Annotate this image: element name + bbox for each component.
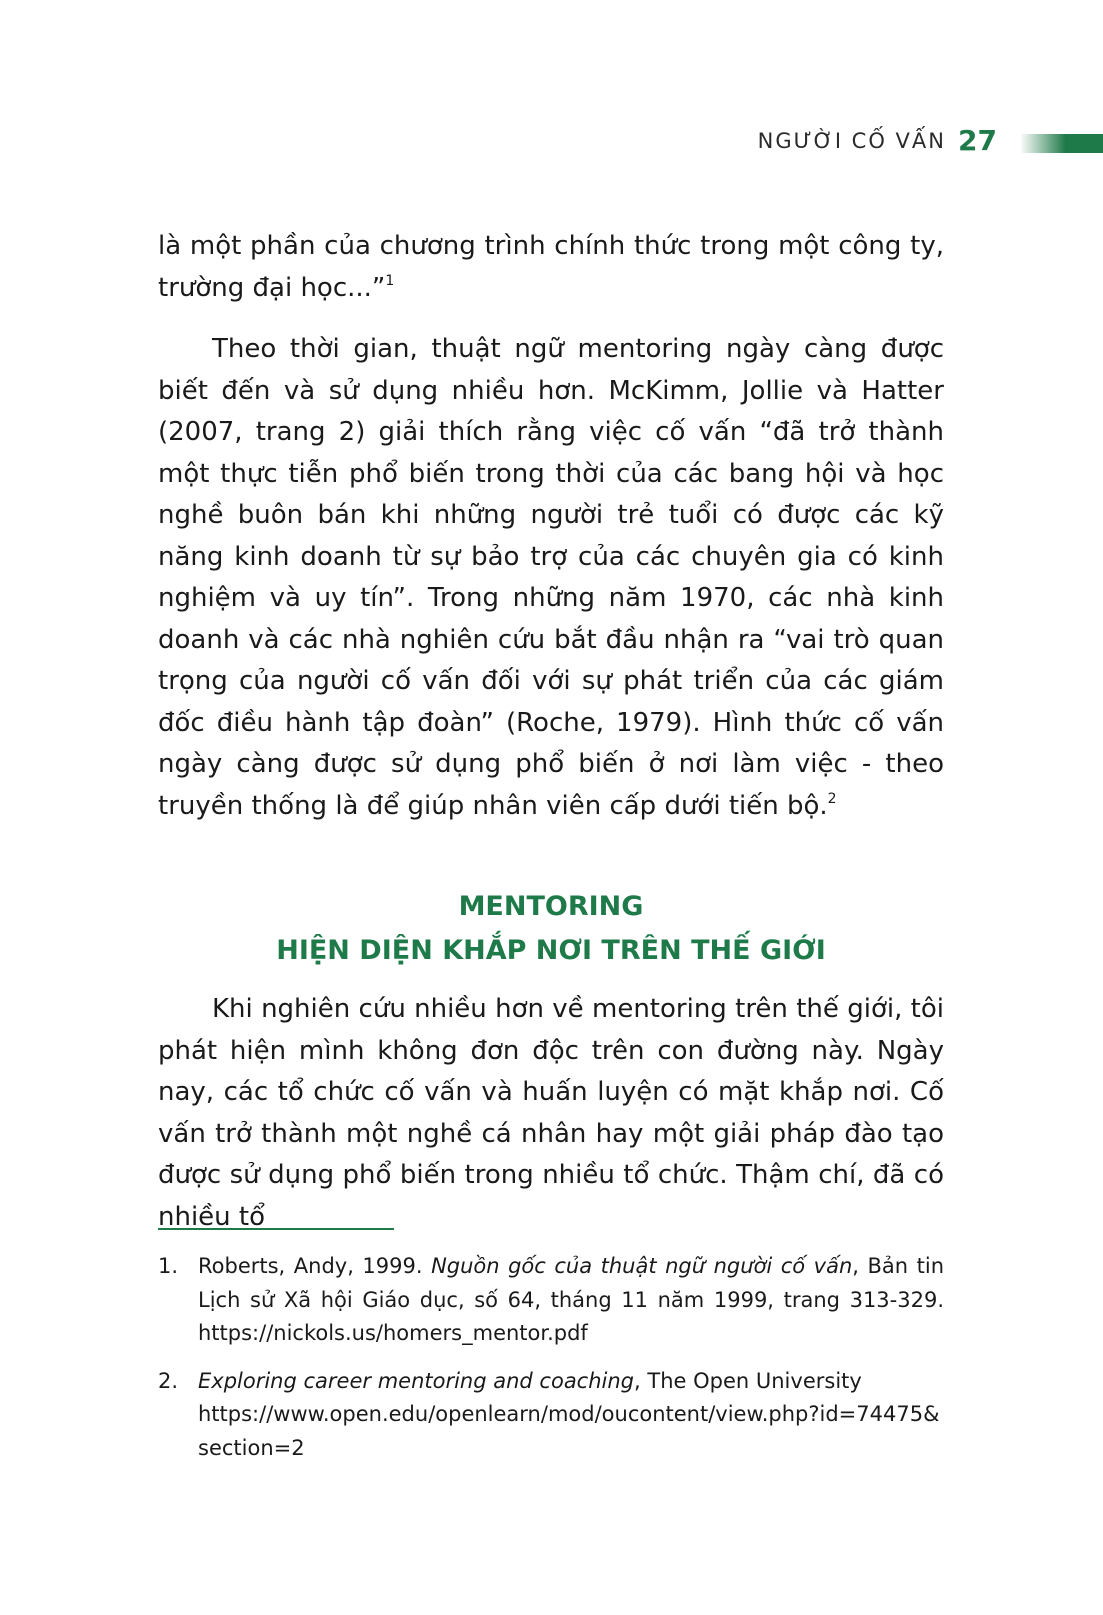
page-number: 27 — [958, 124, 997, 157]
paragraph-2-text: Theo thời gian, thuật ngữ mentoring ngày càng được biết đến và sử dụng nhiều hơn. McKimm, Jollie và Hatter (2007, trang 2) giải thích rằng việc cố vấn “đã trở thành một thực tiễn phổ biến trong thời của các bang hội và học nghề buôn bán khi những người trẻ tuổi có được các kỹ năng kinh doanh từ sự bảo trợ của các chuyên gia có kinh nghiệm và uy tín”. Trong những năm 1970, các nhà kinh doanh và các nhà nghiên cứu bắt đầu nhận ra “vai trò quan trọng của người cố vấn đối với sự phát triển của các giám đốc điều hành tập đoàn” (Roche, 1979). Hình thức cố vấn ngày càng được sử dụng phổ biến ở nơi làm việc - theo truyền thống là để giúp nhân viên cấp dưới tiến bộ. — [158, 334, 944, 821]
paragraph-2 — [158, 329, 944, 827]
footnote-2-rest: , The Open University — [634, 1368, 862, 1393]
running-title: NGƯỜI CỐ VẤN — [757, 129, 946, 153]
footnote-1 — [158, 1250, 944, 1351]
paragraph-1 — [158, 226, 944, 309]
footnote-1-number: 1. — [158, 1254, 179, 1278]
footnotes — [158, 1250, 944, 1465]
footnote-1-title: Nguồn gốc của thuật ngữ người cố vấn — [431, 1254, 853, 1278]
footnote-2-number: 2. — [158, 1368, 179, 1393]
section-heading — [158, 885, 944, 973]
footnote-2-title: Exploring career mentoring and coaching — [198, 1368, 635, 1393]
footnote-separator — [158, 1228, 394, 1230]
paragraph-3: Khi nghiên cứu nhiều hơn về mentoring trên thế giới, tôi phát hiện mình không đơn độc trên con đường này. Ngày nay, các tổ chức cố vấn và huấn luyện có mặt khắp nơi. Cố vấn trở thành một nghề cá nhân hay một giải pháp đào tạo được sử dụng phổ biến trong nhiều tổ chức. Thậm chí, đã có nhiều tổ — [158, 994, 944, 1232]
footnote-2 — [158, 1365, 944, 1466]
footnote-1-lead: Roberts, Andy, 1999. — [198, 1254, 432, 1278]
footnote-1-rest: , Bản tin Lịch sử Xã hội Giáo dục, số 64, tháng 11 năm 1999, trang 313-329. https://nickols.us/homers_mentor.pdf — [198, 1254, 945, 1345]
footnote-2-url[interactable]: https://www.open.edu/openlearn/mod/oucontent/view.php?id=74475&section=2 — [198, 1402, 940, 1460]
footnote-ref-1: 1 — [385, 272, 395, 289]
section-heading-line-2: HIỆN DIỆN KHẮP NƠI TRÊN THẾ GIỚI — [276, 935, 826, 966]
paragraph-1-text: là một phần của chương trình chính thức trong một công ty, trường đại học...” — [158, 231, 944, 303]
body-text — [158, 226, 944, 1238]
footnote-ref-2: 2 — [827, 790, 837, 807]
header-accent-bar — [1020, 134, 1103, 153]
section-heading-line-1: MENTORING — [458, 891, 644, 922]
